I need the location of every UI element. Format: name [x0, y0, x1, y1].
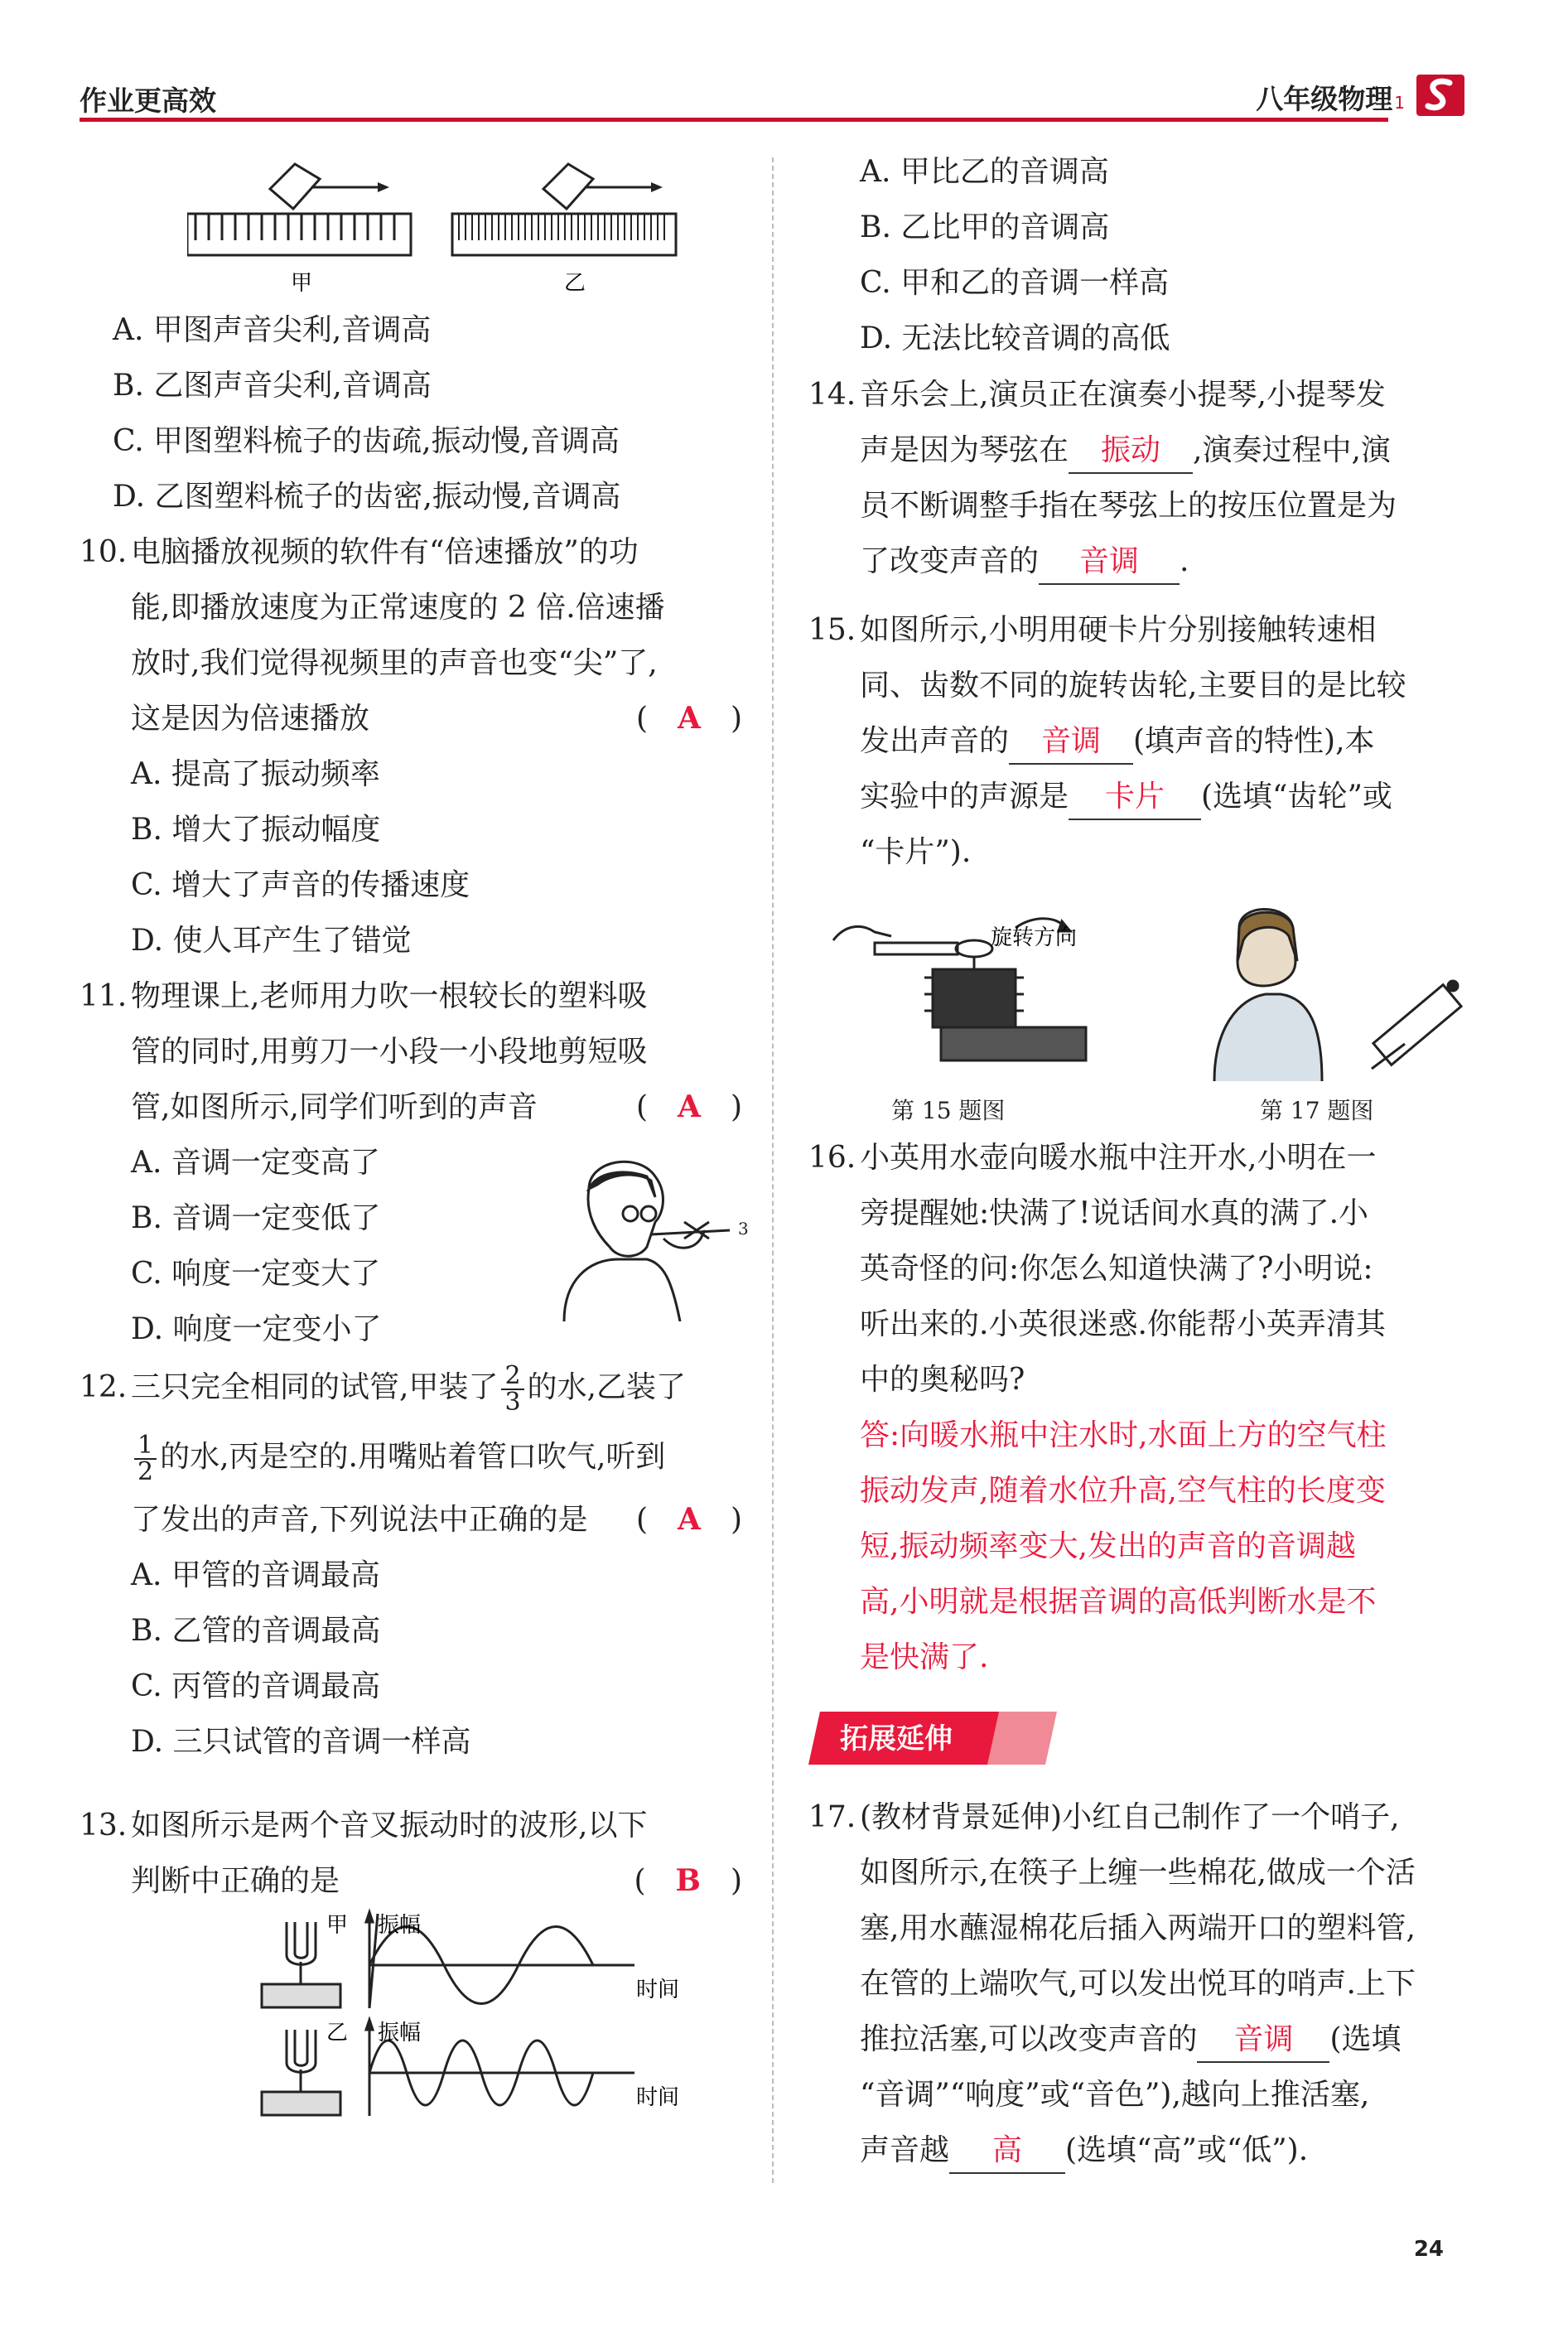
q15-line: 如图所示,小明用硬卡片分别接触转速相	[860, 613, 1377, 647]
q16-line: 小英用水壶向暖水瓶中注开水,小明在一	[860, 1141, 1377, 1175]
q9-option-a: A. 甲图声音尖利,音调高	[113, 313, 432, 347]
header-title	[1256, 78, 1405, 117]
q11-option-a: A. 音调一定变高了	[131, 1146, 380, 1180]
q15-blank-1: 音调	[1009, 720, 1133, 765]
q16-answer-line: 高,小明就是根据音调的高低判断水是不	[860, 1585, 1377, 1619]
q17-blank-2: 高	[949, 2129, 1065, 2174]
q10-line: 电脑播放视频的软件有“倍速播放”的功	[131, 535, 639, 569]
q14-line: 声是因为琴弦在	[860, 433, 1069, 467]
q16-number: 16.	[808, 1141, 856, 1175]
gear-card-figure	[825, 911, 1090, 1077]
q14-line: 音乐会上,演员正在演奏小提琴,小提琴发	[860, 378, 1386, 412]
column-divider	[772, 157, 774, 2183]
section-banner-label: 拓展延伸	[840, 1722, 953, 1756]
page-number: 24	[1413, 2237, 1444, 2262]
q11-line: 物理课上,老师用力吹一根较长的塑料吸	[131, 979, 648, 1013]
comb-a-icon	[187, 164, 411, 255]
q16-answer-line: 振动发声,随着水位升高,空气柱的长度变	[860, 1474, 1386, 1508]
q17-line: 在管的上端吹气,可以发出悦耳的哨声.上下	[860, 1967, 1416, 2001]
q15-blank-2: 卡片	[1069, 775, 1201, 820]
q10-line: 这是因为倍速播放	[131, 702, 370, 736]
fork-a-label: 甲	[326, 1913, 349, 1938]
q10-line: 放时,我们觉得视频里的声音也变“尖”了,	[131, 646, 658, 680]
fork-a-ylabel: 振幅	[378, 1913, 422, 1938]
q17-line: 声音越	[860, 2133, 950, 2167]
q12-line: 三只完全相同的试管,甲装了	[131, 1370, 499, 1404]
question-15	[808, 602, 1471, 880]
q12-number: 12.	[80, 1370, 128, 1404]
comb-a-label: 甲	[291, 271, 313, 296]
student-straw-figure	[539, 1156, 755, 1321]
q13-line: 如图所示是两个音叉振动时的波形,以下	[131, 1809, 648, 1843]
q14-line: 员不断调整手指在琴弦上的按压位置是为	[860, 489, 1397, 523]
q12-answer: ( A )	[635, 1502, 742, 1537]
q11-option-b: B. 音调一定变低了	[131, 1201, 381, 1235]
publisher-logo-icon	[1413, 70, 1468, 119]
section-banner	[808, 1712, 1057, 1765]
q12-line: 的水,乙装了	[527, 1370, 686, 1404]
question-17	[808, 1789, 1471, 2178]
figure-15-caption: 第 15 题图	[891, 1097, 1006, 1124]
q17-number: 17.	[808, 1800, 856, 1834]
q17-line: 如图所示,在筷子上缠一些棉花,做成一个活	[860, 1856, 1416, 1890]
q13-options	[860, 144, 1170, 366]
q12-option-b: B. 乙管的音调最高	[131, 1614, 381, 1648]
q12-fraction-two-thirds: $\frac{2}{3}$	[501, 1364, 523, 1415]
q14-line: ,演奏过程中,演	[1193, 433, 1391, 467]
q15-line: “卡片”).	[860, 835, 972, 869]
q12-line: 了发出的声音,下列说法中正确的是	[131, 1503, 588, 1537]
tuning-fork-waveforms	[253, 1905, 717, 2154]
q17-line: 塞,用水蘸湿棉花后插入两端开口的塑料管,	[860, 1911, 1416, 1945]
q11-number: 11.	[80, 979, 128, 1013]
q15-number: 15.	[808, 613, 856, 647]
q10-line: 能,即播放速度为正常速度的 2 倍.倍速播	[131, 591, 665, 625]
q14-number: 14.	[808, 378, 856, 412]
q10-option-d: D. 使人耳产生了错觉	[131, 924, 412, 958]
q11-option-d: D. 响度一定变小了	[131, 1312, 382, 1346]
q10-option-b: B. 增大了振动幅度	[131, 813, 381, 847]
q16-answer-line: 短,振动频率变大,发出的声音的音调越	[860, 1529, 1356, 1563]
q17-line: 推拉活塞,可以改变声音的	[860, 2022, 1198, 2056]
q14-line: 了改变声音的	[860, 544, 1040, 578]
q10-option-a: A. 提高了振动频率	[131, 757, 380, 791]
question-14	[808, 367, 1471, 589]
q15-line: (填声音的特性),本	[1133, 724, 1375, 758]
q13-line: 判断中正确的是	[131, 1864, 340, 1898]
q9-option-c: C. 甲图塑料梳子的齿疏,振动慢,音调高	[113, 424, 620, 458]
q11-line: 管的同时,用剪刀一小段一小段地剪短吸	[131, 1035, 648, 1069]
fork-b-label: 乙	[326, 2021, 349, 2045]
q15-line: 实验中的声源是	[860, 780, 1069, 814]
q15-line: 发出声音的	[860, 724, 1010, 758]
q13-number: 13.	[80, 1809, 128, 1843]
q12-line: 的水,丙是空的.用嘴贴着管口吹气,听到	[160, 1440, 666, 1474]
q17-blank-1: 音调	[1197, 2018, 1329, 2063]
q9-option-b: B. 乙图声音尖利,音调高	[113, 369, 432, 403]
header-volume: 1	[1394, 93, 1405, 113]
q11-line: 管,如图所示,同学们听到的声音	[131, 1090, 538, 1124]
whistle-figure	[1206, 903, 1479, 1085]
q16-line: 旁提醒她:快满了!说话间水真的满了.小	[860, 1196, 1369, 1230]
q16-line: 中的奥秘吗?	[860, 1363, 1025, 1397]
question-16	[808, 1130, 1471, 1685]
q9-option-d: D. 乙图塑料梳子的齿密,振动慢,音调高	[113, 480, 621, 514]
svg-text:3: 3	[738, 1219, 749, 1239]
q13-answer: ( B )	[634, 1863, 742, 1898]
fork-a-xlabel: 时间	[636, 1978, 680, 2002]
header-rule	[80, 118, 1388, 122]
q14-blank-1: 振动	[1069, 429, 1193, 474]
question-12	[80, 1353, 742, 1770]
q12-option-d: D. 三只试管的音调一样高	[131, 1725, 471, 1759]
fork-b-ylabel: 振幅	[378, 2021, 422, 2045]
q10-answer: ( A )	[635, 701, 742, 736]
student-blowing-straw-icon	[564, 1162, 749, 1321]
comb-b-label: 乙	[564, 271, 586, 296]
q17-line: “音调”“响度”或“音色”),越向上推活塞,	[860, 2078, 1370, 2112]
question-10	[80, 524, 742, 968]
q13-option-a: A. 甲比乙的音调高	[860, 155, 1109, 189]
q9-options	[113, 302, 620, 524]
q12-option-c: C. 丙管的音调最高	[131, 1669, 381, 1703]
q11-answer: ( A )	[635, 1089, 742, 1124]
fork-b-xlabel: 时间	[636, 2085, 680, 2110]
q16-line: 听出来的.小英很迷惑.你能帮小英弄清其	[860, 1307, 1386, 1341]
q11-option-c: C. 响度一定变大了	[131, 1257, 381, 1291]
figure-17-caption: 第 17 题图	[1260, 1097, 1374, 1124]
q17-line: (选填“高”或“低”).	[1065, 2133, 1309, 2167]
question-13	[80, 1798, 742, 1909]
girl-whistle-icon	[1214, 910, 1322, 1082]
q13-option-d: D. 无法比较音调的高低	[860, 321, 1170, 355]
q12-option-a: A. 甲管的音调最高	[131, 1558, 380, 1592]
rotation-direction-label: 旋转方向	[991, 925, 1078, 950]
q12-fraction-one-half: $\frac{1}{2}$	[134, 1433, 157, 1485]
q16-line: 英奇怪的问:你怎么知道快满了?小明说:	[860, 1252, 1373, 1286]
comb-b-icon	[452, 164, 676, 255]
q15-line: 同、齿数不同的旋转齿轮,主要目的是比较	[860, 669, 1406, 703]
q17-line: (教材背景延伸)小红自己制作了一个哨子,	[860, 1800, 1400, 1834]
header-subject: 八年级物理	[1256, 83, 1393, 115]
q13-option-b: B. 乙比甲的音调高	[860, 210, 1110, 244]
pipe-piston-icon	[1372, 981, 1461, 1069]
q17-line: (选填	[1329, 2022, 1402, 2056]
q10-number: 10.	[80, 535, 128, 569]
q16-answer-line: 是快满了.	[860, 1640, 989, 1674]
page-header	[80, 66, 1488, 124]
q16-answer-line: 答:向暖水瓶中注水时,水面上方的空气柱	[860, 1418, 1387, 1452]
q14-blank-2: 音调	[1039, 540, 1180, 585]
q10-option-c: C. 增大了声音的传播速度	[131, 868, 470, 902]
q14-line: .	[1180, 544, 1189, 578]
q13-option-c: C. 甲和乙的音调一样高	[860, 266, 1170, 300]
q15-line: (选填“齿轮”或	[1201, 780, 1392, 814]
comb-figure	[187, 157, 767, 298]
header-slogan: 作业更高效	[80, 85, 216, 117]
